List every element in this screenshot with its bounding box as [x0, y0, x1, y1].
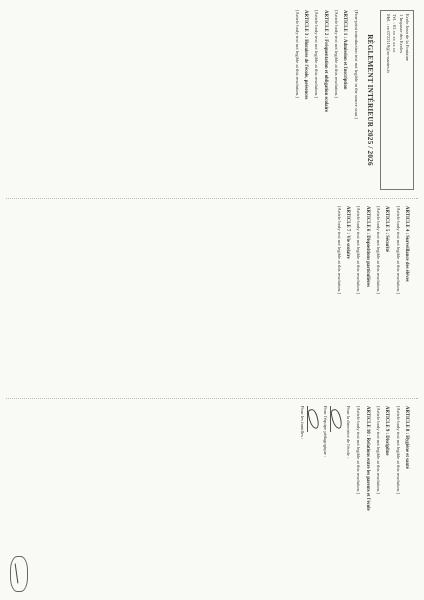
school-name: Ecole Jean de la Fontaine — [405, 14, 410, 61]
article-title: ARTICLE 5 : Sécurité — [384, 206, 390, 253]
article-title: ARTICLE 4 : Surveillance des élèves — [404, 206, 409, 282]
signature-block — [298, 406, 351, 591]
intro-text: [Fine-print introduction text not legible in the source scan.] — [353, 10, 359, 119]
article-text: [Article body text not legible at this resolution.] — [395, 406, 401, 494]
signature-label-parents: Pour les familles : — [299, 406, 305, 440]
article-text: [Article body text not legible at this resolution.] — [356, 206, 362, 294]
article-text: [Article body text not legible at this resolution.] — [336, 206, 342, 294]
column-3 — [12, 406, 414, 591]
column-2 — [12, 206, 414, 391]
article-text: [Article body text not legible at this resolution.] — [356, 406, 362, 494]
article-title: ARTICLE 6 : Dispositions particulières — [364, 206, 370, 288]
handwritten-signature-stamp — [10, 556, 28, 592]
signature-label-team: Pour l'équipe pédagogique : — [322, 406, 328, 458]
article-text: [Article body text not legible at this resolution.] — [314, 10, 320, 98]
column-1 — [12, 10, 414, 190]
article-text: [Article body text not legible at this resolution.] — [395, 206, 401, 294]
school-email: Mél. : ce.0722119@ac-nantes.fr — [385, 14, 391, 74]
article-title: ARTICLE 9 : Discipline — [384, 406, 390, 456]
article-title: ARTICLE 1 : Admission et Inscription — [342, 10, 348, 90]
school-phone: Tél. : 03 xx xx xx xx — [392, 14, 398, 53]
article-text: [Article body text not legible at this resolution.] — [294, 10, 300, 98]
column-divider — [6, 198, 418, 199]
article-title: ARTICLE 2 : Fréquentation et obligation scolaire — [322, 10, 328, 113]
article-title: ARTICLE 3 : Horaires de l'école, présences — [303, 10, 309, 100]
school-address: 1 Impasse des Ecoles — [398, 14, 404, 54]
article-title: ARTICLE 8 : Hygiène et santé — [404, 406, 409, 469]
article-title: ARTICLE 7 : Vie scolaire — [345, 206, 351, 259]
school-address-box — [380, 10, 414, 190]
article-text: [Article body text not legible at this resolution.] — [333, 10, 339, 98]
document-title: RÈGLEMENT INTÉRIEUR 2025 / 2026 — [366, 34, 375, 166]
director-signature — [330, 406, 343, 432]
article-text: [Article body text not legible at this resolution.] — [375, 206, 381, 294]
signature-label-director: Pour la directrice de l'école : — [346, 406, 352, 459]
team-signature — [307, 406, 320, 432]
column-divider — [6, 398, 418, 399]
article-text: [Article body text not legible at this resolution.] — [375, 406, 381, 494]
article-title: ARTICLE 10 : Relations entre les parents et l'école — [364, 406, 370, 511]
